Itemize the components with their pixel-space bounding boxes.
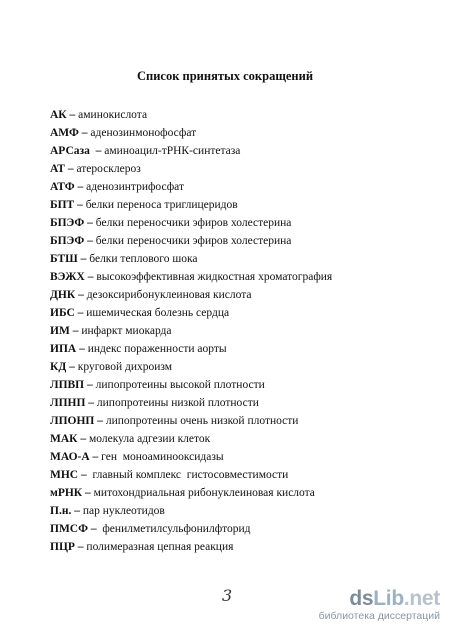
watermark-subtitle: библиотека диссертаций bbox=[318, 610, 440, 622]
abbreviation-term: МАО-А bbox=[50, 451, 90, 463]
abbreviation-dash: – bbox=[78, 127, 91, 139]
watermark-logo-ds: ds bbox=[349, 587, 374, 610]
abbreviation-item bbox=[50, 484, 430, 502]
abbreviation-item bbox=[50, 232, 430, 250]
abbreviation-term: ВЭЖХ bbox=[50, 271, 85, 283]
abbreviation-term: КД bbox=[50, 361, 67, 373]
abbreviation-item bbox=[50, 466, 430, 484]
abbreviation-definition: белки переноса триглицеридов bbox=[85, 199, 238, 211]
abbreviation-term: МНС bbox=[50, 469, 79, 481]
abbreviation-term: ПЦР bbox=[50, 541, 75, 553]
abbreviation-dash: – bbox=[94, 415, 106, 427]
abbreviation-item bbox=[50, 520, 430, 538]
abbreviation-item bbox=[50, 448, 430, 466]
abbreviation-term: БТШ bbox=[50, 253, 78, 265]
abbreviation-item bbox=[50, 412, 430, 430]
abbreviation-dash: – bbox=[84, 217, 96, 229]
abbreviation-item bbox=[50, 322, 430, 340]
abbreviation-list bbox=[50, 106, 430, 556]
abbreviation-term: АК bbox=[50, 109, 67, 121]
watermark-logo-net: .net bbox=[403, 587, 440, 610]
abbreviation-dash: – bbox=[77, 253, 90, 265]
abbreviation-dash: – bbox=[87, 523, 100, 535]
abbreviation-term: ДНК bbox=[50, 289, 76, 301]
abbreviation-definition: аденозинмонофосфат bbox=[90, 127, 197, 139]
abbreviation-definition: аденозинтрифосфат bbox=[86, 181, 184, 193]
abbreviation-item bbox=[50, 106, 430, 124]
abbreviation-dash: – bbox=[84, 379, 96, 391]
abbreviation-dash: – bbox=[85, 397, 97, 409]
abbreviation-dash: – bbox=[84, 235, 96, 247]
abbreviation-dash: – bbox=[78, 469, 90, 481]
abbreviation-definition: индекс пораженности аорты bbox=[87, 343, 227, 355]
abbreviation-definition: ишемическая болезнь сердца bbox=[86, 307, 230, 319]
abbreviation-item bbox=[50, 430, 430, 448]
abbreviation-definition: инфаркт миокарда bbox=[81, 325, 172, 337]
abbreviation-dash: – bbox=[89, 145, 105, 157]
abbreviation-dash: – bbox=[82, 487, 94, 499]
abbreviation-term: АМФ bbox=[50, 127, 79, 139]
abbreviation-dash: – bbox=[74, 181, 87, 193]
abbreviation-dash: – bbox=[89, 451, 102, 463]
abbreviation-item bbox=[50, 538, 430, 556]
abbreviation-definition: атеросклероз bbox=[76, 163, 141, 175]
abbreviation-item bbox=[50, 340, 430, 358]
abbreviation-term: ИПА bbox=[50, 343, 77, 355]
abbreviation-dash: – bbox=[66, 361, 78, 373]
abbreviation-item bbox=[50, 160, 430, 178]
abbreviation-term: АТФ bbox=[50, 181, 75, 193]
abbreviation-dash: – bbox=[64, 163, 77, 175]
abbreviation-item bbox=[50, 376, 430, 394]
abbreviation-item bbox=[50, 124, 430, 142]
abbreviation-definition: липопротеины низкой плотности bbox=[96, 397, 259, 409]
abbreviation-dash: – bbox=[77, 433, 89, 445]
watermark-logo-lib: Lib bbox=[373, 587, 404, 610]
abbreviation-definition: липопротеины высокой плотности bbox=[95, 379, 265, 391]
watermark bbox=[319, 588, 440, 623]
page-title: Список принятых сокращений bbox=[136, 69, 314, 83]
abbreviation-term: ИМ bbox=[50, 325, 70, 337]
abbreviation-term: МАК bbox=[50, 433, 78, 445]
abbreviation-definition: липопротеины очень низкой плотности bbox=[105, 415, 299, 427]
abbreviation-item bbox=[50, 394, 430, 412]
abbreviation-definition: круговой дихроизм bbox=[77, 361, 173, 373]
abbreviation-dash: – bbox=[69, 325, 82, 337]
abbreviation-definition: белки переносчики эфиров холестерина bbox=[95, 235, 292, 247]
abbreviation-definition: главный комплекс гистосовместимости bbox=[89, 469, 289, 481]
abbreviation-item bbox=[50, 286, 430, 304]
abbreviation-item bbox=[50, 250, 430, 268]
abbreviation-definition: белки переносчики эфиров холестерина bbox=[95, 217, 292, 229]
abbreviation-term: мРНК bbox=[50, 487, 83, 499]
abbreviation-term: АТ bbox=[50, 163, 65, 175]
abbreviation-term: БПЭФ bbox=[50, 235, 85, 247]
abbreviation-term: ЛПВП bbox=[50, 379, 85, 391]
abbreviation-dash: – bbox=[74, 541, 87, 553]
abbreviation-term: ИБС bbox=[50, 307, 75, 319]
abbreviation-item bbox=[50, 304, 430, 322]
abbreviation-item bbox=[50, 142, 430, 160]
abbreviation-definition: аминоацил-тРНК-синтетаза bbox=[104, 145, 241, 157]
watermark-logo bbox=[319, 588, 440, 610]
abbreviation-definition: митохондриальная рибонуклеиновая кислота bbox=[93, 487, 315, 499]
abbreviation-definition: фенилметилсульфонилфторид bbox=[99, 523, 251, 535]
abbreviation-item bbox=[50, 178, 430, 196]
abbreviation-term: П.н. bbox=[50, 505, 72, 517]
abbreviation-dash: – bbox=[74, 307, 87, 319]
abbreviation-term: ЛПНП bbox=[50, 397, 86, 409]
abbreviation-definition: пар нуклеотидов bbox=[82, 505, 165, 517]
abbreviation-definition: дезоксирибонуклеиновая кислота bbox=[86, 289, 252, 301]
abbreviation-item bbox=[50, 214, 430, 232]
abbreviation-dash: – bbox=[84, 271, 97, 283]
abbreviation-dash: – bbox=[71, 505, 83, 517]
abbreviation-item bbox=[50, 268, 430, 286]
abbreviation-dash: – bbox=[75, 289, 87, 301]
abbreviation-term: АРСаза bbox=[50, 145, 90, 157]
abbreviation-definition: высокоэффективная жидкостная хроматография bbox=[96, 271, 333, 283]
abbreviation-definition: полимеразная цепная реакция bbox=[86, 541, 234, 553]
abbreviation-definition: молекула адгезии клеток bbox=[89, 433, 211, 445]
abbreviation-dash: – bbox=[66, 109, 79, 121]
abbreviation-term: БПТ bbox=[50, 199, 75, 211]
abbreviation-dash: – bbox=[76, 343, 88, 355]
abbreviation-dash: – bbox=[74, 199, 86, 211]
abbreviation-term: ПМСФ bbox=[50, 523, 88, 535]
abbreviation-term: БПЭФ bbox=[50, 217, 85, 229]
abbreviation-definition: аминокислота bbox=[78, 109, 148, 121]
abbreviation-item bbox=[50, 502, 430, 520]
abbreviation-item bbox=[50, 358, 430, 376]
page-number: 3 bbox=[222, 586, 233, 605]
abbreviation-item bbox=[50, 196, 430, 214]
abbreviation-term: ЛПОНП bbox=[50, 415, 95, 427]
abbreviation-definition: ген моноаминооксидазы bbox=[101, 451, 224, 463]
abbreviation-definition: белки теплового шока bbox=[89, 253, 198, 265]
